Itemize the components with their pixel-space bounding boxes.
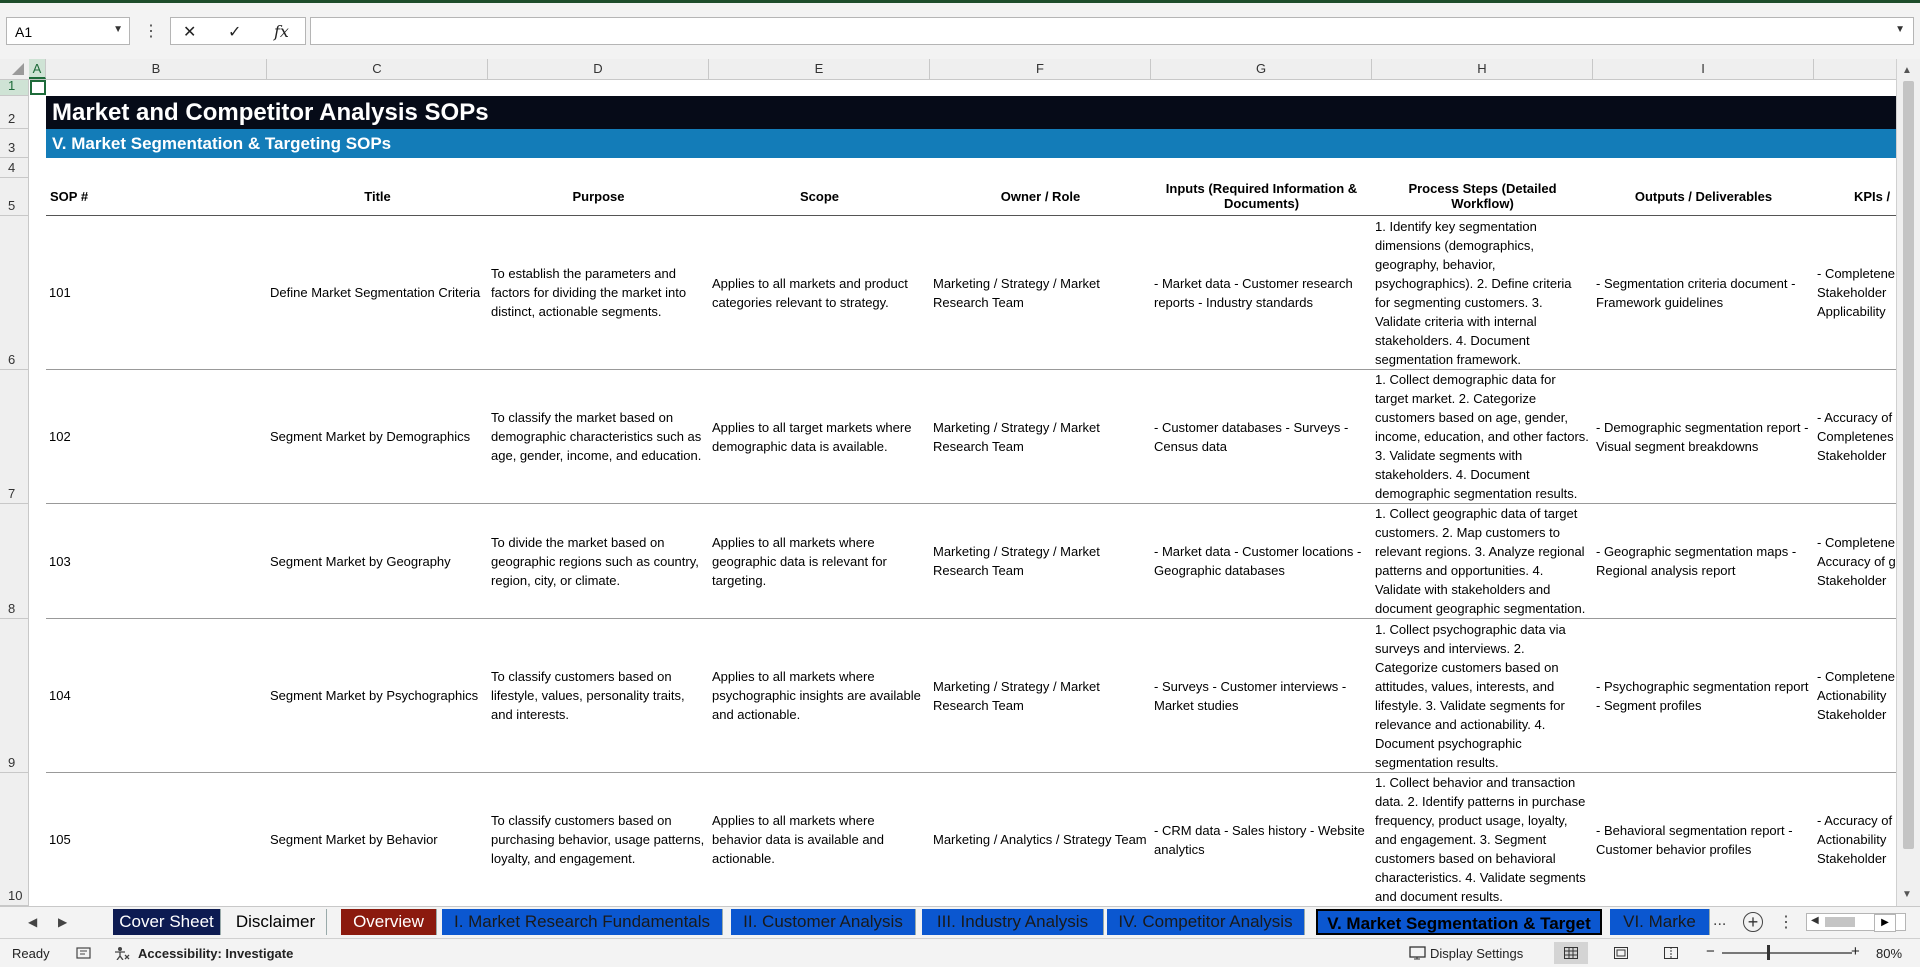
column-header-h[interactable]: H — [1372, 59, 1593, 79]
status-ready: Ready — [12, 946, 50, 961]
cell-inputs[interactable]: - Customer databases - Surveys - Census data — [1154, 419, 1349, 454]
status-bar — [0, 938, 1920, 967]
column-header-a[interactable]: A — [29, 59, 46, 79]
add-sheet-icon[interactable]: + — [1743, 912, 1763, 932]
page-layout-view-button[interactable] — [1604, 942, 1638, 964]
cell-purpose[interactable]: To classify customers based on lifestyle, values, personality traits, and interests. — [491, 669, 685, 722]
row-header-4[interactable]: 4 — [0, 158, 29, 178]
row-header-8[interactable]: 8 — [0, 504, 29, 619]
table-row — [46, 216, 1896, 370]
cell-title[interactable]: Segment Market by Behavior — [270, 832, 438, 847]
horizontal-scroll-thumb[interactable] — [1825, 917, 1855, 927]
table-row — [46, 773, 1896, 906]
cell-outputs[interactable]: - Psychographic segmentation report - Segment profiles — [1596, 678, 1809, 713]
name-box-value: A1 — [15, 24, 33, 40]
zoom-slider[interactable] — [1722, 952, 1852, 954]
insert-function-icon[interactable]: fx — [274, 22, 289, 41]
tab-options-icon[interactable]: ⋮ — [1778, 914, 1794, 931]
cell-process-steps[interactable]: 1. Collect geographic data of target customers. 2. Map customers to relevant regions. 3. Analyze regional patterns and opportunities. 4. Validate with stakeholders and document geographic segmentation. — [1375, 506, 1586, 616]
sheet-tab[interactable]: Cover Sheet — [113, 909, 221, 935]
cell-inputs[interactable]: - Market data - Customer locations - Geographic databases — [1154, 544, 1362, 578]
cell-process-steps[interactable]: 1. Collect psychographic data via surveys and interviews. 2. Categorize customers based on attitudes, values, interests, and lifestyle. 3. Validate segments for relevance and actionability. 4. Document psychographic segmentation results. — [1375, 621, 1566, 770]
header-kpis: KPIs / — [1854, 188, 1891, 204]
cell-title[interactable]: Segment Market by Psychographics — [270, 688, 479, 703]
section-subtitle: V. Market Segmentation & Targeting SOPs — [46, 129, 1896, 158]
sheet-tab[interactable]: IV. Competitor Analysis — [1107, 909, 1305, 935]
header-title: Title — [364, 188, 391, 204]
cell-owner[interactable]: Marketing / Strategy / Market Research Team — [933, 419, 1100, 454]
select-all-icon — [0, 59, 29, 79]
accessibility-status[interactable]: Accessibility: Investigate — [138, 946, 294, 961]
select-all-corner[interactable] — [0, 59, 30, 79]
cell-owner[interactable]: Marketing / Strategy / Market Research Team — [933, 544, 1100, 578]
cell-owner[interactable]: Marketing / Analytics / Strategy Team — [933, 832, 1147, 847]
sheet-tab[interactable]: V. Market Segmentation & Target — [1316, 909, 1602, 935]
cell-purpose[interactable]: To classify the market based on demographic characteristics such as age, gender, income, and education. — [491, 410, 702, 463]
sheet-tab[interactable]: VI. Marke — [1610, 909, 1710, 935]
zoom-in-button[interactable]: + — [1851, 943, 1860, 960]
header-process-steps: Process Steps (Detailed Workflow) — [1408, 181, 1557, 211]
enter-icon[interactable]: ✓ — [228, 24, 242, 41]
cell-inputs[interactable]: - Market data - Customer research reports - Industry standards — [1154, 275, 1353, 310]
cell-inputs[interactable]: - CRM data - Sales history - Website analytics — [1154, 822, 1365, 857]
cell-kpis[interactable]: - Completene Accuracy of g Stakeholder — [1817, 534, 1896, 588]
cell-title[interactable]: Segment Market by Geography — [270, 553, 451, 569]
cell-title[interactable]: Segment Market by Demographics — [270, 429, 471, 444]
cell-process-steps[interactable]: 1. Collect behavior and transaction data. 2. Identify patterns in purchase frequency, product usage, loyalty, and engagement. 3. Segment customers based on behavioral characteristics. 4. Validate segments and document results. — [1375, 775, 1586, 904]
cell-owner[interactable]: Marketing / Strategy / Market Research Team — [933, 275, 1100, 310]
previous-sheet-icon[interactable]: ◀ — [28, 915, 38, 929]
vertical-scrollbar[interactable] — [1896, 59, 1920, 906]
header-purpose: Purpose — [572, 188, 625, 204]
cell-kpis[interactable]: - Accuracy of Completenes Stakeholder — [1817, 410, 1894, 463]
scroll-up-icon[interactable]: ▲ — [1902, 65, 1912, 76]
column-header-e[interactable]: E — [709, 59, 930, 79]
cell-owner[interactable]: Marketing / Strategy / Market Research Team — [933, 678, 1100, 713]
formula-bar — [0, 3, 1920, 60]
cell-outputs[interactable]: - Behavioral segmentation report - Customer behavior profiles — [1596, 822, 1793, 857]
table-row — [46, 619, 1896, 773]
cell-scope[interactable]: Applies to all markets where geographic data is relevant for targeting. — [712, 534, 887, 588]
sheet-tab[interactable]: I. Market Research Fundamentals — [442, 909, 723, 935]
cell-purpose[interactable]: To establish the parameters and factors for dividing the market into distinct, actionable segments. — [491, 266, 687, 319]
cell-outputs[interactable]: - Demographic segmentation report - Visual segment breakdowns — [1596, 419, 1809, 454]
column-header-d[interactable]: D — [488, 59, 709, 79]
header-scope: Scope — [799, 188, 839, 204]
macro-recording-icon[interactable] — [76, 946, 92, 963]
formula-input[interactable] — [310, 17, 1914, 45]
cell-sop-number[interactable]: 104 — [49, 688, 71, 703]
sheet-tab[interactable]: Disclaimer — [225, 909, 327, 935]
more-sheets-indicator[interactable]: ... — [1713, 912, 1727, 929]
cell-sop-number[interactable]: 103 — [49, 553, 71, 569]
zoom-level[interactable]: 80% — [1876, 946, 1903, 961]
sheet-tab-bar — [0, 906, 1920, 939]
row-header-7[interactable]: 7 — [0, 370, 29, 504]
header-owner: Owner / Role — [1000, 188, 1081, 204]
sheet-tab[interactable]: III. Industry Analysis — [922, 909, 1104, 935]
cell-scope[interactable]: Applies to all target markets where demographic data is available. — [712, 419, 912, 454]
scroll-down-icon[interactable]: ▼ — [1902, 889, 1912, 900]
more-options-icon[interactable]: ⋮ — [143, 23, 159, 40]
sheet-title: Market and Competitor Analysis SOPs — [46, 96, 1896, 129]
cell-scope[interactable]: Applies to all markets where psychographic insights are available and actionable. — [712, 669, 921, 722]
cell-title[interactable]: Define Market Segmentation Criteria — [270, 285, 481, 300]
cell-purpose[interactable]: To classify customers based on purchasing behavior, usage patterns, loyalty, and engagement. — [491, 813, 705, 866]
row-header-5[interactable]: 5 — [0, 178, 29, 216]
cell-process-steps[interactable]: 1. Identify key segmentation dimensions (demographics, geography, behavior, psychographics). 2. Define criteria for segmenting customers. 3. Validate criteria with internal stakeholders. 4. Document segmentation framework. — [1375, 218, 1572, 367]
column-headers — [0, 59, 1920, 80]
header-sop-number: SOP # — [50, 188, 89, 204]
accessibility-icon[interactable] — [114, 946, 132, 963]
scroll-right-icon[interactable]: ▶ — [1874, 914, 1896, 932]
cell-kpis[interactable]: - Accuracy of Actionability Stakeholder — [1817, 813, 1893, 866]
cell-sop-number[interactable]: 105 — [49, 832, 71, 847]
next-sheet-icon[interactable]: ▶ — [58, 915, 68, 929]
table-row — [46, 370, 1896, 504]
display-settings-icon[interactable] — [1409, 946, 1427, 963]
formula-buttons — [170, 17, 306, 45]
cell-scope[interactable]: Applies to all markets where behavior data is available and actionable. — [712, 813, 885, 866]
page-break-view-button[interactable] — [1654, 942, 1688, 964]
cell-kpis[interactable]: - Completene Stakeholder Applicability — [1817, 266, 1896, 319]
cell-scope[interactable]: Applies to all markets and product categories relevant to strategy. — [712, 275, 908, 310]
cell-inputs[interactable]: - Surveys - Customer interviews - Market studies — [1154, 678, 1347, 713]
cell-process-steps[interactable]: 1. Collect demographic data for target market. 2. Categorize customers based on age, gender, income, education, and other factors. 3. Validate segments with stakeholders. 4. Document demographic segmentation results. — [1375, 372, 1589, 501]
row-header-6[interactable]: 6 — [0, 216, 29, 370]
zoom-out-button[interactable]: − — [1706, 943, 1715, 960]
sheet-tab[interactable]: Overview — [341, 909, 437, 935]
cell-outputs[interactable]: - Segmentation criteria document - Framework guidelines — [1596, 275, 1796, 310]
cell-outputs[interactable]: - Geographic segmentation maps - Regional analysis report — [1596, 544, 1797, 578]
cancel-icon[interactable]: ✕ — [183, 24, 197, 41]
row-header-3[interactable]: 3 — [0, 129, 29, 158]
zoom-slider-thumb[interactable] — [1767, 945, 1770, 960]
display-settings-label[interactable]: Display Settings — [1430, 946, 1524, 961]
cell-sop-number[interactable]: 101 — [49, 285, 71, 300]
column-header-i[interactable]: I — [1593, 59, 1814, 79]
header-outputs: Outputs / Deliverables — [1634, 188, 1773, 204]
row-header-9[interactable]: 9 — [0, 619, 29, 773]
vertical-scroll-thumb[interactable] — [1903, 81, 1914, 849]
chevron-down-icon[interactable]: ▼ — [113, 24, 123, 35]
sheet-tab[interactable]: II. Customer Analysis — [731, 909, 916, 935]
name-box[interactable] — [6, 17, 130, 45]
worksheet-grid[interactable] — [30, 80, 1896, 906]
table-row — [46, 504, 1896, 619]
expand-formula-icon[interactable]: ▼ — [1895, 24, 1905, 35]
active-cell-a1[interactable] — [30, 80, 46, 95]
row-header-10[interactable]: 10 — [0, 773, 29, 906]
column-header-c[interactable]: C — [267, 59, 488, 79]
cell-sop-number[interactable]: 102 — [49, 429, 71, 444]
row-header-2[interactable]: 2 — [0, 96, 29, 129]
scroll-left-icon[interactable]: ◀ — [1811, 915, 1819, 926]
cell-kpis[interactable]: - Completene Actionability Stakeholder — [1817, 669, 1896, 722]
normal-view-button[interactable] — [1554, 942, 1588, 964]
row-header-1[interactable]: 1 — [0, 80, 29, 96]
column-header-b[interactable]: B — [46, 59, 267, 79]
column-header-g[interactable]: G — [1151, 59, 1372, 79]
header-inputs: Inputs (Required Information & Documents) — [1165, 181, 1358, 211]
column-header-f[interactable]: F — [930, 59, 1151, 79]
cell-purpose[interactable]: To divide the market based on geographic regions such as country, region, city, or climate. — [491, 534, 699, 588]
